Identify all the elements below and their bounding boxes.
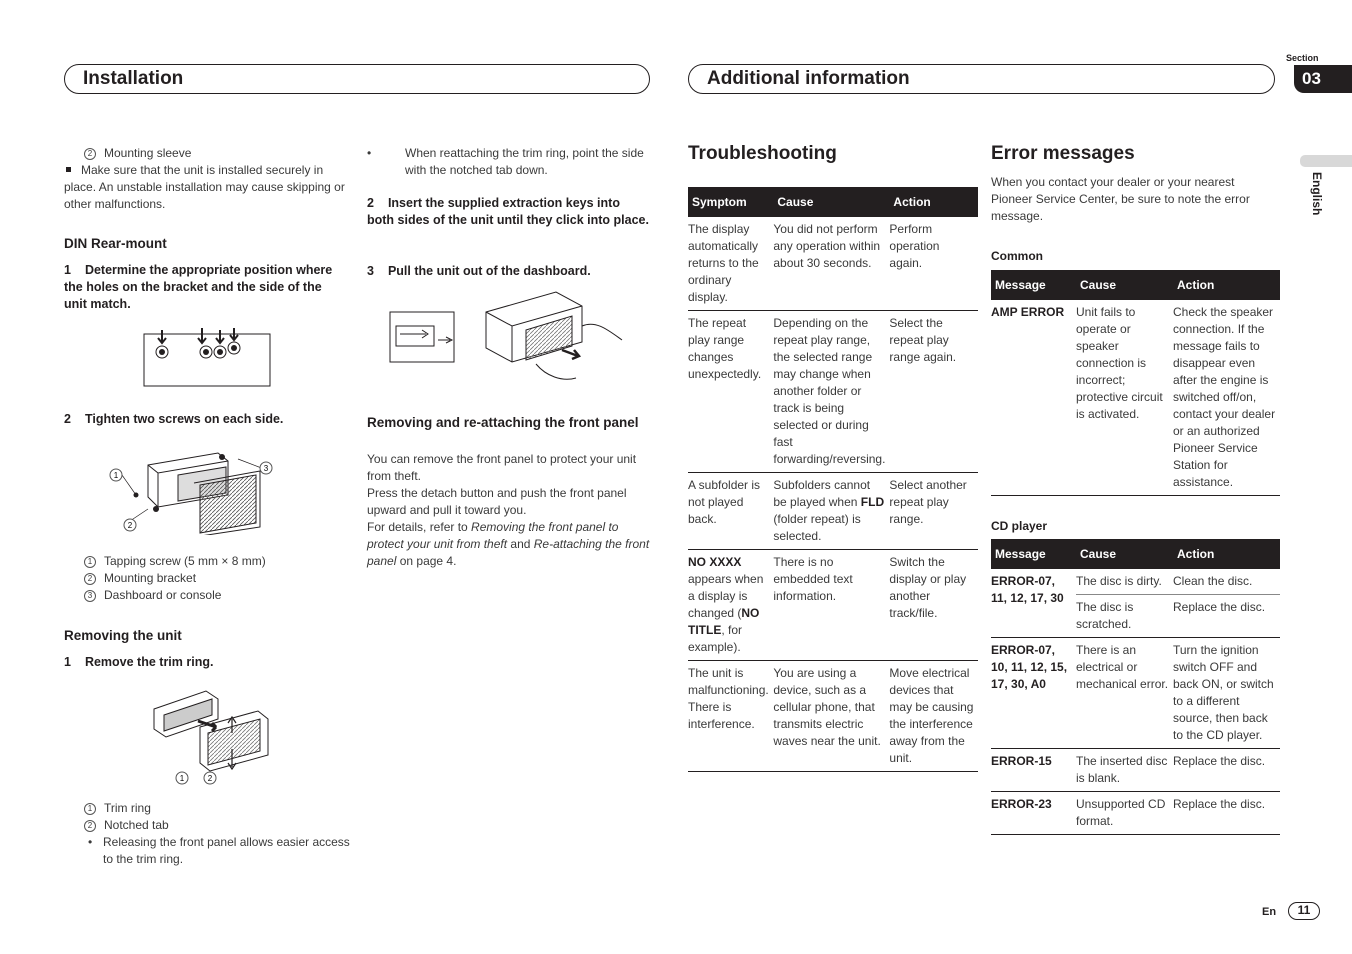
col-header: Symptom — [688, 187, 773, 217]
section-title-installation — [64, 64, 650, 94]
action-cell: Replace the disc. — [1173, 749, 1280, 792]
table-row — [991, 569, 1280, 595]
extract-step-2: 2 Insert the supplied extraction keys into both sides of the unit until they click into place. — [367, 196, 649, 227]
cause-cell: Unsupported CD format. — [1076, 792, 1173, 835]
section-title-additional-text: Additional information — [707, 68, 910, 89]
cause-cell: There is an electrical or mechanical error. — [1076, 638, 1173, 749]
action-cell: Select another repeat play range. — [889, 473, 978, 550]
cause-cell: The inserted disc is blank. — [1076, 749, 1173, 792]
removing-unit-heading: Removing the unit — [64, 628, 182, 643]
action-cell: Check the speaker connection. If the message fails to disappear even after the engine is switched off/on, contact your dealer or an authorized Pioneer Service Station for assistance. — [1173, 300, 1280, 496]
svg-text:3: 3 — [263, 464, 269, 473]
action-cell: Select the repeat play range again. — [889, 311, 978, 473]
svg-text:1: 1 — [113, 471, 119, 480]
symptom-cell: The display automatically returns to the ordinary display. — [688, 217, 773, 311]
section-title-additional-information — [688, 64, 1275, 94]
trim-ring-illustration — [150, 685, 290, 785]
cause-cell: Depending on the repeat play range, the selected range may change when another folder or track is being selected or during fast forwarding/reversing. — [773, 311, 889, 473]
cause-cell: Subfolders cannot be played when FLD (folder repeat) is selected. — [773, 473, 889, 550]
error-intro: When you contact your dealer or your nearest Pioneer Service Center, be sure to note the error message. — [991, 175, 1250, 223]
troubleshooting-table — [688, 187, 978, 772]
action-cell: Replace the disc. — [1173, 792, 1280, 835]
secure-install-note: Make sure that the unit is installed securely in place. An unstable installation may cause skipping or other malfunctions. — [64, 163, 345, 211]
mounting-sleeve-item: 2 Mounting sleeve — [84, 145, 191, 162]
legend-item: 1 Tapping screw (5 mm × 8 mm) — [84, 553, 266, 570]
cause-cell: There is no embedded text information. — [773, 550, 889, 661]
legend-item: 2 Mounting bracket — [84, 570, 266, 587]
symptom-cell: The unit is malfunctioning. There is interference. — [688, 661, 773, 772]
action-cell: Move electrical devices that may be causing the interference away from the unit. — [889, 661, 978, 772]
table-header-row — [991, 270, 1280, 300]
din-step-2: 2 Tighten two screws on each side. — [64, 412, 284, 426]
error-messages-heading: Error messages — [991, 143, 1135, 164]
din-step-1: 1 Determine the appropriate position where the holes on the bracket and the side of the unit match. — [64, 263, 333, 311]
screw-mounting-illustration — [108, 445, 278, 535]
section-label: Section — [1286, 53, 1319, 63]
message-cell: ERROR-23 — [991, 792, 1076, 835]
front-panel-p3: For details, refer to Removing the front panel to protect your unit from theft and Re-attaching the front panel on page 4. — [367, 520, 650, 568]
cause-cell: The disc is dirty. — [1076, 569, 1173, 595]
svg-text:2: 2 — [207, 774, 213, 783]
front-panel-heading: Removing and re-attaching the front panel — [367, 415, 639, 430]
message-cell: ERROR-15 — [991, 749, 1076, 792]
legend-item: 1 Trim ring — [84, 800, 354, 817]
legend-item: 2 Notched tab — [84, 817, 354, 834]
common-errors-table — [991, 270, 1280, 496]
bracket-holes-illustration — [142, 326, 272, 388]
message-cell: ERROR-07, 11, 12, 17, 30 — [991, 569, 1076, 638]
troubleshooting-heading: Troubleshooting — [688, 143, 837, 164]
action-cell: Perform operation again. — [889, 217, 978, 311]
col-header: Action — [1173, 270, 1280, 300]
symptom-cell: NO XXXX appears when a display is changed (NO TITLE, for example). — [688, 550, 773, 661]
din-rear-mount-heading: DIN Rear-mount — [64, 236, 167, 251]
col-header: Cause — [1076, 539, 1173, 569]
legend-item: 3 Dashboard or console — [84, 587, 266, 604]
table-header-row — [991, 539, 1280, 569]
footer-lang-code: En — [1262, 906, 1277, 918]
svg-text:2: 2 — [127, 521, 133, 530]
cd-player-label: CD player — [991, 519, 1048, 533]
table-row — [688, 473, 978, 550]
action-cell: Replace the disc. — [1173, 595, 1280, 638]
action-cell: Turn the ignition switch OFF and back ON, or switch to a different source, then back to the CD player. — [1173, 638, 1280, 749]
remove-step-1: 1 Remove the trim ring. — [64, 655, 214, 669]
cause-cell: The disc is scratched. — [1076, 595, 1173, 638]
svg-text:1: 1 — [179, 774, 185, 783]
trim-note: • Releasing the front panel allows easier access to the trim ring. — [88, 835, 350, 866]
col-header: Message — [991, 270, 1076, 300]
language-tab — [1300, 155, 1352, 167]
table-row — [991, 638, 1280, 749]
table-header-row — [688, 187, 978, 217]
table-row — [688, 550, 978, 661]
language-label: English — [1310, 172, 1324, 216]
cause-cell: Unit fails to operate or speaker connection is incorrect; protective circuit is activated. — [1076, 300, 1173, 496]
front-panel-p2: Press the detach button and push the front panel upward and pull it toward you. — [367, 486, 627, 517]
cd-errors-table — [991, 539, 1280, 835]
col-header: Cause — [773, 187, 889, 217]
section-number-badge: 03 — [1294, 65, 1352, 93]
table-row — [991, 749, 1280, 792]
cause-cell: You did not perform any operation within about 30 seconds. — [773, 217, 889, 311]
col-header: Action — [1173, 539, 1280, 569]
symptom-cell: The repeat play range changes unexpectedly. — [688, 311, 773, 473]
page-number: 11 — [1288, 902, 1320, 920]
action-cell: Clean the disc. — [1173, 569, 1280, 595]
table-row — [991, 300, 1280, 496]
trim-legend — [84, 800, 354, 868]
section-title-installation-text: Installation — [83, 68, 184, 89]
symptom-cell: A subfolder is not played back. — [688, 473, 773, 550]
front-panel-body — [367, 451, 651, 570]
message-cell: ERROR-07, 10, 11, 12, 15, 17, 30, A0 — [991, 638, 1076, 749]
extraction-illustration — [386, 290, 636, 386]
cause-cell: You are using a device, such as a cellular phone, that transmits electric waves near the unit. — [773, 661, 889, 772]
table-row — [991, 792, 1280, 835]
col-header: Action — [889, 187, 978, 217]
callout-2: 2 — [84, 148, 96, 160]
front-panel-p1: You can remove the front panel to protect your unit from theft. — [367, 452, 637, 483]
action-cell: Switch the display or play another track/file. — [889, 550, 978, 661]
col-header: Message — [991, 539, 1076, 569]
col-header: Cause — [1076, 270, 1173, 300]
table-row — [688, 217, 978, 311]
extract-step-3: 3 Pull the unit out of the dashboard. — [367, 264, 591, 278]
table-row — [688, 311, 978, 473]
reattach-note: • When reattaching the trim ring, point the side with the notched tab down. — [367, 146, 644, 177]
screw-legend — [84, 553, 266, 604]
table-row — [688, 661, 978, 772]
message-cell: AMP ERROR — [991, 300, 1076, 496]
common-label: Common — [991, 249, 1043, 263]
